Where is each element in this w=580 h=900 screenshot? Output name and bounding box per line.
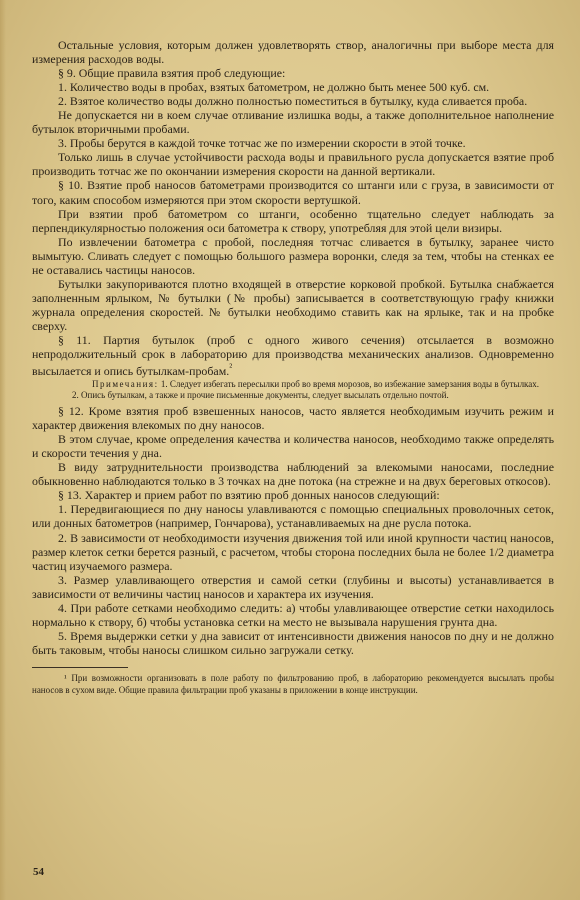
footnote-text: ¹ При возможности организовать в поле работу по фильтрованию проб, в лабораторию рекомендуется высылать пробы наносов в сухом виде. Общие правила фильтрации проб указаны в приложении в конце инструкции. [32,672,554,695]
paragraph: При взятии проб батометром со штанги, особенно тщательно следует наблюдать за перпендикулярностью положения оси батометра к створу, употребляя для этой цели визиры. [32,206,554,235]
paragraph-text: § 11. Партия бутылок (проб с одного живого сечения) отсылается в возможно непродолжительный срок в лабораторию для производства механических анализов. Одновременно высылается и опись бутылкам-пробам. [32,332,554,379]
paragraph: Бутылки закупориваются плотно входящей в отверстие корковой пробкой. Бутылка снабжается заполненным ярлыком, № бутылки (№ пробы) записывается в соответствующую графу книжки журнала определения скоростей. № бутылки необходимо ставить как на ярлыке, так и на пробке сверху. [32,276,554,333]
paragraph: 1. Количество воды в пробах, взятых батометром, не должно быть менее 500 куб. см. [58,80,490,95]
footnote-divider [32,667,128,668]
paragraph: Только лишь в случае устойчивости расхода воды и правильного русла допускается взятие проб производить тотчас же по окончании измерения скорости на данной вертикали. [32,150,554,179]
paragraph: В виду затруднительности производства наблюдений за влекомыми наносами, последние обыкновенно наблюдаются только в 3 точках на дне потока (на стрежне и на двух береговых откосов). [32,460,554,489]
paragraph: 2. В зависимости от необходимости изучения движения той или иной крупности частиц наносов, размер клеток сетки берется разный, с расчетом, чтобы сторона последних была не более 1/2 диаметра частиц изучаемого размера. [32,530,554,573]
paragraph: 4. При работе сетками необходимо следить: а) чтобы улавливающее отверстие сетки находилось нормально к створу, б) чтобы установка сетки на место не вызывала нарушения грунта дна. [32,600,554,629]
paragraph: 5. Время выдержки сетки у дна зависит от интенсивности движения наносов по дну и не должно быть таковым, чтобы наносы слишком сильно загружали сетку. [32,628,554,657]
note-text: 1. Следует избегать пересылки проб во время морозов, во избежание замерзания воды в бутылках. [160,379,540,390]
paragraph: По извлечении батометра с пробой, последняя тотчас сливается в бутылку, заранее чисто вымытую. Сливать следует с помощью большого размера воронки, следя за тем, чтобы на стенках ее не оставались частицы наносов. [32,234,554,277]
notes-heading: Примечания: [92,379,159,390]
paragraph: 2. Взятое количество воды должно полностью поместиться в бутылку, куда сливается проба. [58,94,528,109]
paragraph: § 13. Характер и прием работ по взятию проб донных наносов следующий: [58,488,440,503]
page-edge-shadow [0,0,6,900]
paragraph: § 10. Взятие проб наносов батометрами производится со штанги или с груза, в зависимости от того, каким способом измеряются при этом скорости вертушкой. [32,178,554,207]
footnote-marker: ² [229,362,233,374]
paragraph: Не допускается ни в коем случае отливание излишка воды, а также дополнительное наполнение бутылок вторичными пробами. [32,108,554,137]
paragraph: 1. Передвигающиеся по дну наносы улавливаются с помощью специальных проволочных сеток, или донных батометров (например, Гончарова), устанавливаемых на дне русла потока. [32,502,554,531]
page-body [32,38,554,696]
paragraph: Остальные условия, которым должен удовлетворять створ, аналогичны при выборе места для измерения расходов воды. [32,38,554,67]
notes-block [32,379,554,401]
paragraph [32,333,554,378]
paragraph: В этом случае, кроме определения качества и количества наносов, необходимо также определять и скорости течения у дна. [32,432,554,461]
note-item [32,379,554,390]
paragraph: 3. Размер улавливающего отверстия и самой сетки (глубины и высоты) устанавливается в зависимости от величины частиц наносов и характера их изучения. [32,572,554,601]
page-number: 54 [33,866,44,878]
paragraph: § 9. Общие правила взятия проб следующие: [58,66,286,81]
note-item: 2. Опись бутылкам, а также и прочие письменные документы, следует высылать отдельно почтой. [72,390,449,401]
footnote [32,672,554,696]
paragraph: § 12. Кроме взятия проб взвешенных наносов, часто является необходимым изучить режим и характер движения влекомых по дну наносов. [32,404,554,433]
paragraph: 3. Пробы берутся в каждой точке тотчас же по измерении скорости в этой точке. [58,136,466,151]
